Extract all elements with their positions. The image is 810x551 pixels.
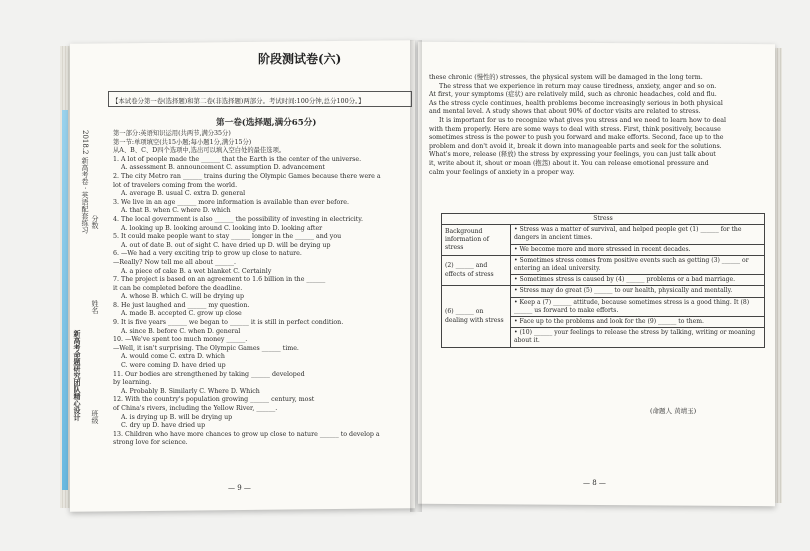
question-line: by learning. bbox=[113, 379, 152, 387]
author-credit: (命题人 黄靖玉) bbox=[650, 407, 697, 415]
table-cell: • Sometimes stress comes from positive events such as getting (3) ______ or entering an ideal university. bbox=[511, 255, 765, 274]
table-cell: • Stress was a matter of survival, and helped people get (1) ______ for the dangers in ancient times. bbox=[511, 225, 765, 244]
table-cell: • Sometimes stress is caused by (4) ______ problems or a bad marriage. bbox=[511, 275, 765, 286]
question-line: 12. With the country's population growing ______ century, most bbox=[113, 396, 315, 404]
question-line: of China's rivers, including the Yellow River, ______. bbox=[113, 405, 278, 412]
question-line: 2. The city Metro ran ______ trains during the Olympic Games because there were a bbox=[113, 172, 381, 180]
table-row bbox=[442, 286, 765, 297]
question-line: 7. The project is based on an agreement to 1.6 billion in the ______ bbox=[113, 276, 326, 284]
test-instructions: 【本试卷分第一卷(选择题)和第二卷(非选择题)两部分。考试时间:100分钟,总分100分。】 bbox=[112, 97, 365, 105]
table-cell: • (10) ______ your feelings to release the stress by talking, writing or moaning about it. bbox=[511, 328, 765, 347]
passage-line: these chronic (慢性的) stresses, the physical system will be damaged in the long term. bbox=[429, 74, 703, 81]
question-line: A. average B. usual C. extra D. general bbox=[121, 190, 246, 198]
book-spine bbox=[410, 40, 422, 512]
question-line: 10. —We've spent too much money ______. bbox=[113, 336, 248, 344]
question-line: A. assessment B. announcement C. assumption D. advancement bbox=[121, 164, 325, 172]
question-line: A. looking up B. looking around C. looking into D. looking after bbox=[121, 224, 323, 232]
question-line: lot of travelers coming from the world. bbox=[113, 181, 238, 189]
passage-line: with them properly. Here are some ways to deal with stress. First, think positively, because bbox=[429, 125, 721, 133]
passage-line: It is important for us to recognize what gives you stress and we need to learn how to deal bbox=[439, 116, 727, 124]
question-line: it can be completed before the deadline. bbox=[113, 284, 243, 292]
left-page-questions bbox=[113, 130, 381, 448]
table-row-label: Background information of stress bbox=[442, 225, 511, 256]
right-page-number: — 8 — bbox=[583, 479, 606, 487]
question-line: 3. We live in an age ______ more information is available than ever before. bbox=[113, 198, 350, 206]
passage-line: What's more, release (释放) the stress by expressing your feelings, you can just talk about bbox=[429, 151, 716, 159]
question-line: 从A、B、C、D四个选项中,选出可以填入空白处的最佳选项。 bbox=[113, 147, 286, 155]
question-line: 5. It could make people want to stay ______ longer in the ______ and you bbox=[113, 233, 342, 241]
table-cell: • We become more and more stressed in recent decades. bbox=[511, 244, 765, 255]
question-line: A. since B. before C. when D. general bbox=[121, 327, 241, 335]
question-line: A. would come C. extra D. which bbox=[121, 353, 225, 361]
side-class-label: 班级 bbox=[91, 410, 99, 424]
question-line: 第一部分:英语知识运用(共两节,满分35分) bbox=[113, 130, 231, 137]
passage-line: it, write about it, shout or moan (抱怨) about it. You can release emotional pressure and bbox=[429, 159, 709, 167]
question-line: 第一节:单项填空(共15小题;每小题1分,满分15分) bbox=[113, 138, 252, 146]
right-page-passage bbox=[429, 74, 726, 177]
passage-line: At first, your symptoms (症状) are relatively mild, such as chronic headaches, cold and flu. bbox=[429, 91, 717, 99]
question-line: A. a piece of cake B. a wet blanket C. Certainly bbox=[121, 267, 272, 275]
side-name-label: 姓名 bbox=[91, 300, 99, 314]
side-series-title: 2018.2 新高考卷 · 英语配套练习 bbox=[81, 130, 89, 234]
question-line: 1. A lot of people made the ______ that the Earth is the center of the universe. bbox=[113, 155, 362, 163]
question-line: A. made B. accepted C. grow up close bbox=[121, 310, 242, 318]
table-row bbox=[442, 255, 765, 274]
table-row-label: (6) ______ on dealing with stress bbox=[442, 286, 511, 347]
question-line: —Well, it isn't surprising. The Olympic Games ______ time. bbox=[113, 344, 299, 352]
question-line: 13. Children who have more chances to grow up close to nature ______ to develop a bbox=[113, 430, 380, 438]
question-line: A. whose B. which C. will be drying up bbox=[121, 293, 244, 301]
table-cell: • Keep a (7) ______ attitude, because sometimes stress is a good thing. It (8) ______ us forward to make efforts. bbox=[511, 297, 765, 316]
passage-line: As the stress cycle continues, health problems become increasingly serious in both physical bbox=[429, 99, 723, 107]
table-row-label: (2) ______ and effects of stress bbox=[442, 255, 511, 286]
passage-line: sometimes stress is the power to push you forward and make efforts. Second, face up to the bbox=[429, 134, 724, 142]
table-header: Stress bbox=[442, 214, 765, 225]
part-one-title: 第一卷(选择题,满分65分) bbox=[216, 118, 317, 128]
passage-line: The stress that we experience in return may cause tiredness, anxiety, anger and so on. bbox=[439, 82, 717, 90]
question-line: —Really? Now tell me all about ______. bbox=[113, 258, 236, 266]
question-line: A. out of date B. out of sight C. have dried up D. will be drying up bbox=[121, 241, 331, 249]
question-line: A. Probably B. Similarly C. Where D. Which bbox=[121, 387, 260, 395]
cover-binding bbox=[62, 110, 68, 490]
side-publisher-text: 新高考命题研究团队精心设计 bbox=[73, 330, 82, 421]
question-line: strong love for science. bbox=[113, 439, 188, 447]
question-line: 9. It is five years ______ we began to ______ it is still in perfect condition. bbox=[113, 319, 344, 327]
question-line: A. that B. when C. where D. which bbox=[121, 207, 231, 215]
stress-summary-table bbox=[441, 213, 765, 348]
table-row bbox=[442, 225, 765, 244]
question-line: C. dry up D. have dried up bbox=[121, 422, 206, 430]
test-title: 阶段测试卷(六) bbox=[258, 52, 342, 66]
side-score-label: 分数 bbox=[91, 215, 99, 229]
table-cell: • Face up to the problems and look for the (9) ______ to them. bbox=[511, 317, 765, 328]
question-line: 4. The local government is also ______ the possibility of investing in electricity. bbox=[113, 215, 364, 223]
question-line: C. were coming D. have dried up bbox=[121, 362, 226, 370]
passage-line: and mental level. A study shows that about 90% of doctor visits are related to stress. bbox=[429, 108, 701, 116]
left-page-number: — 9 — bbox=[228, 484, 251, 492]
passage-line: calm your feelings of anxiety in a proper way. bbox=[429, 168, 575, 176]
table-cell: • Stress may do great (5) ______ to our health, physically and mentally. bbox=[511, 286, 765, 297]
passage-line: problem and don't avoid it, break it down into manageable parts and seek for the solutions. bbox=[429, 142, 722, 150]
question-line: 11. Our bodies are strengthened by taking ______ developed bbox=[113, 370, 305, 378]
question-line: A. is drying up B. will be drying up bbox=[121, 413, 233, 421]
question-line: 6. —We had a very exciting trip to grow up close to nature. bbox=[113, 250, 302, 258]
question-line: 8. He just laughed and ______ my question. bbox=[113, 301, 250, 309]
